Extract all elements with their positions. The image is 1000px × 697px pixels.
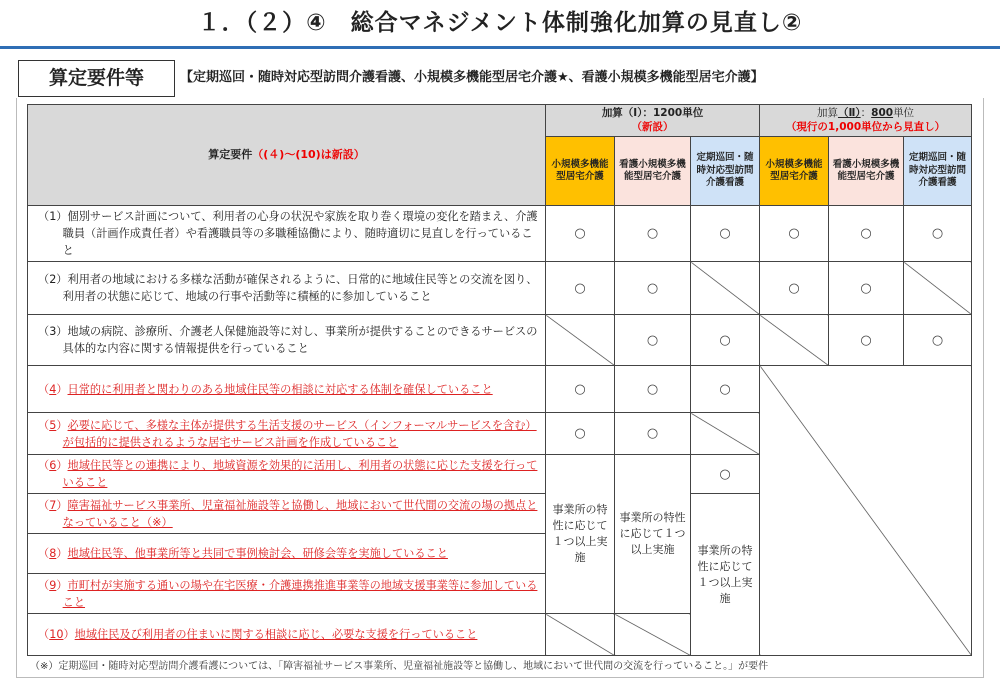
table-row bbox=[28, 262, 972, 315]
criterion-text: 地域の病院、診療所、介護老人保健施設等に対し、事業所が提供することのできるサービスの具体的な内容に関する情報提供を行っていること bbox=[62, 325, 538, 355]
page-title: １．（２）④ 総合マネジメント体制強化加算の見直し② bbox=[197, 10, 803, 36]
group1-note: （新設） bbox=[631, 120, 674, 133]
criteria-note: （(４)～(10)は新設） bbox=[252, 147, 365, 161]
circle-mark: ○ bbox=[615, 315, 691, 366]
circle-mark: ○ bbox=[615, 413, 691, 455]
criterion-text: 日常的に利用者と関わりのある地域住民等の相談に対応する体制を確保していること bbox=[67, 382, 493, 396]
circle-mark: ○ bbox=[691, 206, 760, 262]
criterion bbox=[28, 262, 546, 315]
merged-note: 事業所の特性に応じて１つ以上実施 bbox=[546, 455, 615, 614]
circle-mark: ○ bbox=[691, 315, 760, 366]
criterion: （5）必要に応じて、多様な主体が提供する生活支援のサービス（インフォーマルサービスを含む）が包括的に提供されるような居宅サービス計画を作成していること bbox=[28, 413, 546, 455]
criterion bbox=[28, 206, 546, 262]
footnote: （※）定期巡回・随時対応型訪問介護看護については、「障害福祉サービス事業所、児童福祉施設等と協働し、地域において世代間の交流を行っていること。」が要件 bbox=[30, 661, 769, 672]
not-applicable-slash bbox=[760, 315, 829, 366]
table-row bbox=[28, 366, 972, 413]
circle-mark: ○ bbox=[546, 206, 615, 262]
svc-header: 小規模多機能型居宅介護 bbox=[760, 137, 829, 206]
criterion-text: 地域住民等、他事業所等と共同で事例検討会、研修会等を実施していること bbox=[67, 547, 448, 560]
not-applicable-slash bbox=[546, 614, 615, 656]
not-applicable-slash bbox=[904, 262, 972, 315]
criterion-text: 地域住民及び利用者の住まいに関する相談に応じ、必要な支援を行っていること bbox=[74, 628, 478, 641]
svc-header: 定期巡回・随時対応型訪問介護看護 bbox=[691, 137, 760, 206]
svc-header: 看護小規模多機能型居宅介護 bbox=[615, 137, 691, 206]
not-applicable-slash bbox=[691, 262, 760, 315]
criterion-text: 利用者の地域における多様な活動が確保されるように、日常的に地域住民等との交流を図り、利用者の状態に応じて、地域の行事や活動等に積極的に参加していること bbox=[62, 273, 538, 303]
requirements-table bbox=[27, 104, 972, 656]
merged-note: 事業所の特性に応じて１つ以上実施 bbox=[615, 455, 691, 614]
circle-mark: ○ bbox=[615, 366, 691, 413]
criterion: （7）障害福祉サービス事業所、児童福祉施設等と協働し、地域において世代間の交流の場の拠点となっていること（※） bbox=[28, 494, 546, 534]
criteria-header bbox=[28, 105, 546, 206]
criterion-text: 市町村が実施する通いの場や在宅医療・介護連携推進事業等の地域支援事業等に参加していること bbox=[62, 578, 538, 609]
group2-sep: ： bbox=[860, 106, 872, 119]
table-row bbox=[28, 206, 972, 262]
criterion-num: （2） bbox=[38, 273, 68, 286]
circle-mark: ○ bbox=[691, 366, 760, 413]
criterion-text: 障害福祉サービス事業所、児童福祉施設等と協働し、地域において世代間の交流の場の拠点となっていること（※） bbox=[62, 498, 538, 529]
criteria-label: 算定要件 bbox=[208, 147, 253, 161]
table-row bbox=[28, 315, 972, 366]
circle-mark: ○ bbox=[829, 315, 904, 366]
group2-suffix: 単位 bbox=[893, 106, 915, 119]
circle-mark: ○ bbox=[615, 262, 691, 315]
title-divider bbox=[0, 46, 1000, 49]
criterion-num: 8 bbox=[49, 547, 57, 560]
criterion-num: 10 bbox=[49, 628, 64, 641]
group2-units: 800 bbox=[871, 106, 894, 119]
circle-mark: ○ bbox=[904, 206, 972, 262]
svc-header: 小規模多機能型居宅介護 bbox=[546, 137, 615, 206]
criterion-num: （1） bbox=[38, 210, 68, 223]
criterion: （4）日常的に利用者と関わりのある地域住民等の相談に対応する体制を確保していること bbox=[28, 366, 546, 413]
circle-mark: ○ bbox=[691, 455, 760, 494]
section-badge: 算定要件等 bbox=[18, 60, 175, 97]
criterion-text: 個別サービス計画について、利用者の心身の状況や家族を取り巻く環境の変化を踏まえ、介護職員（計画作成責任者）や看護職員等の多職種協働により、随時適切に見直しを行っていること bbox=[62, 210, 538, 257]
criterion: （6）地域住民等との連携により、地域資源を効果的に活用し、利用者の状態に応じた支援を行っていること bbox=[28, 455, 546, 494]
group1-header bbox=[546, 105, 760, 137]
svc-header: 定期巡回・随時対応型訪問介護看護 bbox=[904, 137, 972, 206]
circle-mark: ○ bbox=[546, 366, 615, 413]
not-applicable-slash bbox=[615, 614, 691, 656]
circle-mark: ○ bbox=[760, 206, 829, 262]
circle-mark: ○ bbox=[615, 206, 691, 262]
circle-mark: ○ bbox=[546, 262, 615, 315]
criterion: （9）市町村が実施する通いの場や在宅医療・介護連携推進事業等の地域支援事業等に参加していること bbox=[28, 574, 546, 614]
criterion-num: 4 bbox=[49, 382, 57, 396]
group2-prefix: 加算 bbox=[816, 106, 838, 119]
criterion: （8）地域住民等、他事業所等と共同で事例検討会、研修会等を実施していること bbox=[28, 534, 546, 574]
group1-label: 加算（Ⅰ）：1200単位 bbox=[601, 106, 704, 119]
criterion bbox=[28, 315, 546, 366]
criterion-num: 6 bbox=[49, 459, 57, 472]
group2-header bbox=[760, 105, 972, 137]
circle-mark: ○ bbox=[546, 413, 615, 455]
circle-mark: ○ bbox=[904, 315, 972, 366]
criterion-num: 5 bbox=[49, 418, 57, 432]
criterion-text: 地域住民等との連携により、地域資源を効果的に活用し、利用者の状態に応じた支援を行っていること bbox=[62, 459, 538, 489]
criterion-text: 必要に応じて、多様な主体が提供する生活支援のサービス（インフォーマルサービスを含む）が包括的に提供されるような居宅サービス計画を作成していること bbox=[62, 418, 537, 449]
service-types: 【定期巡回・随時対応型訪問介護看護、小規模多機能型居宅介護★、看護小規模多機能型居宅介護】 bbox=[180, 70, 764, 85]
circle-mark: ○ bbox=[829, 206, 904, 262]
svc-header: 看護小規模多機能型居宅介護 bbox=[829, 137, 904, 206]
criterion-num: 9 bbox=[49, 578, 57, 592]
group2-num: （Ⅱ） bbox=[837, 106, 861, 119]
group2-note: （現行の1,000単位から見直し） bbox=[785, 120, 946, 133]
not-applicable-slash bbox=[691, 413, 760, 455]
criterion-num: （3） bbox=[38, 325, 68, 338]
criterion: （10）地域住民及び利用者の住まいに関する相談に応じ、必要な支援を行っていること bbox=[28, 614, 546, 656]
not-applicable-slash bbox=[760, 366, 972, 656]
circle-mark: ○ bbox=[829, 262, 904, 315]
not-applicable-slash bbox=[546, 315, 615, 366]
criterion-num: 7 bbox=[49, 498, 57, 512]
circle-mark: ○ bbox=[760, 262, 829, 315]
merged-note: 事業所の特性に応じて１つ以上実施 bbox=[691, 494, 760, 656]
